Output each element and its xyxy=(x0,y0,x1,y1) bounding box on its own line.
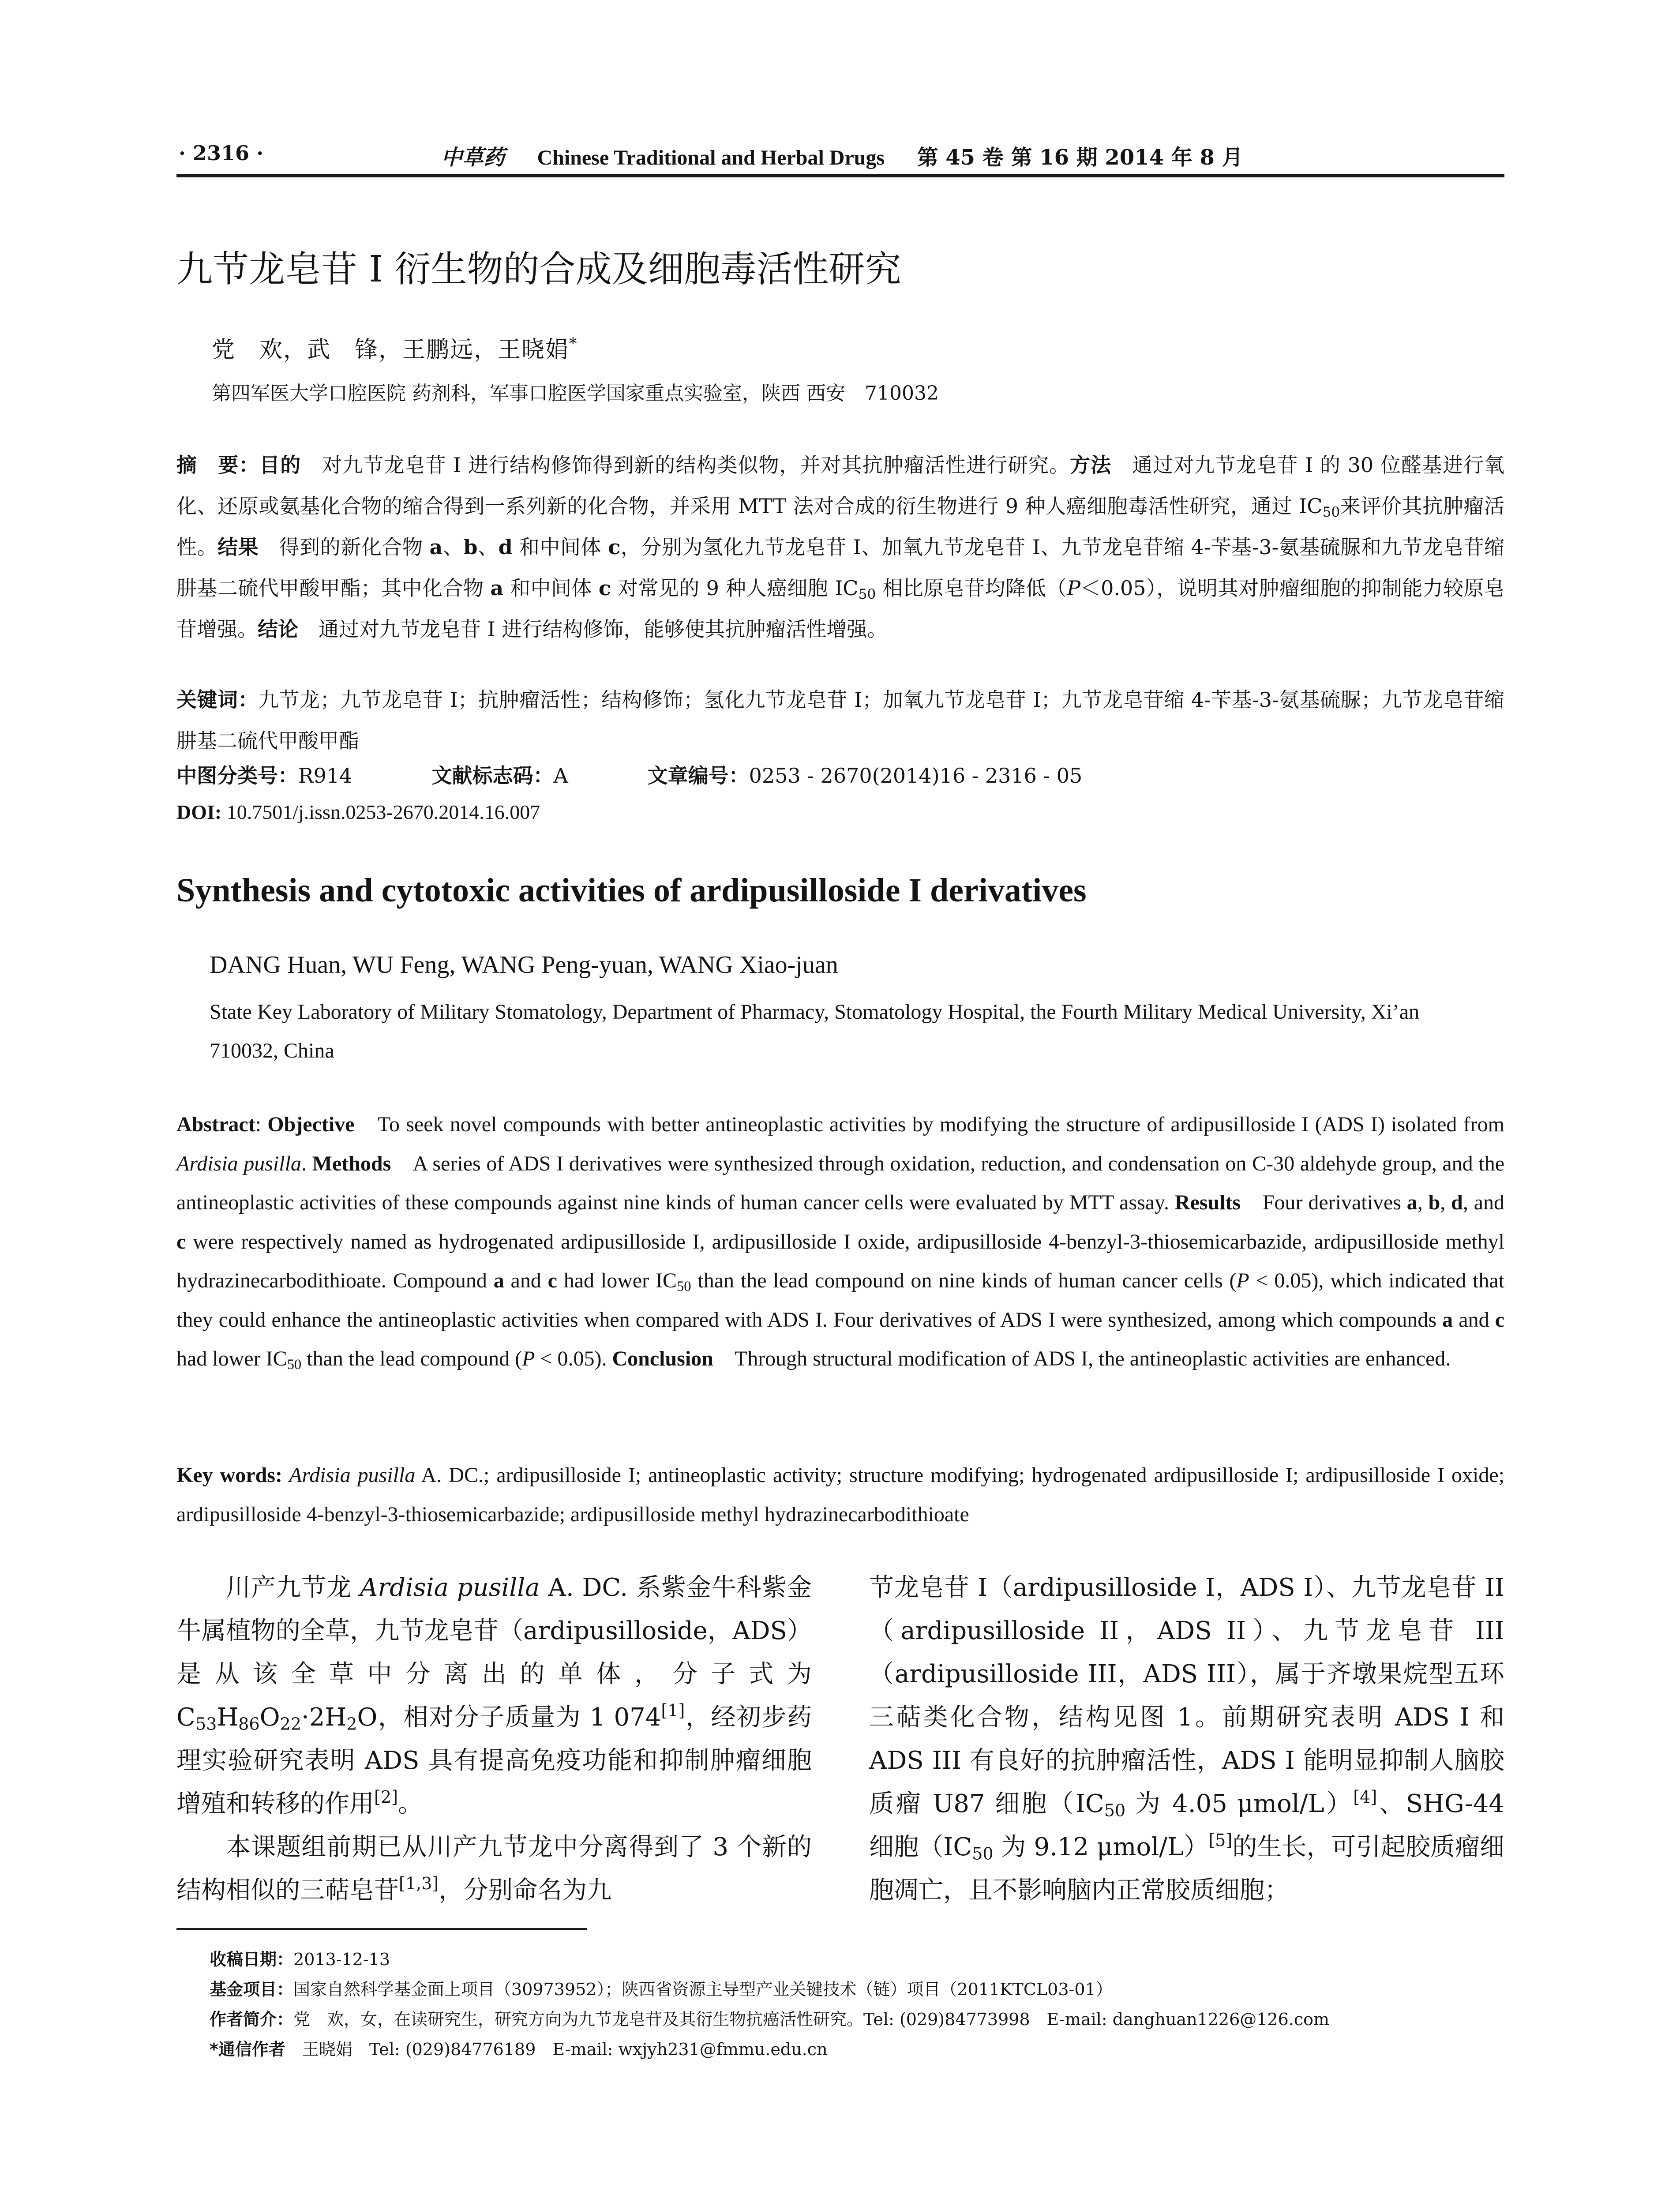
formula-text: O xyxy=(357,1703,378,1732)
cn-affiliation: 第四军医大学口腔医院 药剂科，军事口腔医学国家重点实验室，陕西 西安 710032 xyxy=(212,382,939,405)
cn-results-text: 得到的新化合物 xyxy=(259,535,430,559)
cn-keywords-label: 关键词： xyxy=(176,688,259,712)
cn-authors xyxy=(212,331,578,364)
body-paragraph xyxy=(869,1566,1504,1912)
en-objective-label: Objective xyxy=(267,1113,355,1136)
funding-label: 基金项目： xyxy=(210,1980,294,1999)
cn-author-names: 党 欢，武 锋，王鹏远，王晓娟 xyxy=(212,337,570,363)
clc-value: R914 xyxy=(298,764,352,788)
journal-header xyxy=(441,140,1243,171)
compound-b: b xyxy=(1428,1191,1440,1214)
cn-separator: 、 xyxy=(442,535,464,559)
cn-results-text: 对常见的 9 种人癌细胞 IC xyxy=(611,576,859,600)
article-no-value: 0253 - 2670(2014)16 - 2316 - 05 xyxy=(749,764,1083,788)
en-colon: : xyxy=(255,1113,268,1136)
en-title: Synthesis and cytotoxic activities of ardipusilloside I derivatives xyxy=(176,872,1087,909)
en-abstract xyxy=(176,1105,1504,1379)
en-keywords-text: A. DC.; ardipusilloside I; antineoplastic activity; structure modifying; hydrogenated ardipusilloside I; ardipusilloside I oxide; ardipusilloside 4-benzyl-3-thiosemicarbazide; ardipusilloside methyl hydrazinecarbodithioate xyxy=(176,1463,1505,1526)
cn-methods: 通过对九节龙皂苷 I 的 30 位醛基进行氧化、还原或氨基化合物的缩合得到一系列新的化合物，并采用 MTT 法对合成的衍生物进行 9 种人癌细胞毒活性研究，通过 IC xyxy=(176,453,1505,518)
classification-line xyxy=(176,760,1082,789)
cn-methods-label: 方法 xyxy=(1070,453,1112,477)
formula-sub: 86 xyxy=(238,1714,260,1734)
doi-line xyxy=(176,800,540,824)
en-keywords-label: Key words: xyxy=(176,1463,282,1487)
body-text: ，经初步药理实验研究表明 ADS 具有提高免疫功能和抑制肿瘤细胞增殖和转移的作用 xyxy=(176,1703,812,1818)
body-text: 节龙皂苷 I（ardipusilloside I，ADS I）、九节龙皂苷 II（ardipusilloside II，ADS II）、九节龙皂苷 III（ardipusilloside III，ADS III），属于齐墩果烷型五环三萜类化合物，结构见图 1。前期研究表明 ADS I 和 ADS III 有良好的抗肿瘤活性，ADS I 能明显抑制人脑胶质瘤 U87 细胞（IC xyxy=(869,1573,1504,1818)
compound-c: c xyxy=(608,535,621,559)
en-and: and xyxy=(504,1269,548,1292)
compound-c: c xyxy=(176,1230,186,1253)
body-text: 川产九节龙 xyxy=(226,1573,360,1602)
en-results-text: were respectively named as hydrogenated ardipusilloside I, ardipusilloside I oxide, ardipusilloside 4-benzyl-3-thiosemicarbazide, ardipusilloside methyl hydrazinecarbodithioate. Compound xyxy=(176,1230,1504,1292)
cn-results-text: 相比原皂苷均降低（ xyxy=(876,576,1067,600)
footnote-rule xyxy=(176,1928,587,1930)
formula-sub: 22 xyxy=(280,1714,301,1734)
journal-en-name: Chinese Traditional and Herbal Drugs xyxy=(537,146,885,169)
cn-results-text: 和中间体 xyxy=(503,576,599,600)
species-name: Ardisia pusilla xyxy=(282,1463,416,1487)
page-number: · 2316 · xyxy=(179,141,264,165)
formula-sub: 53 xyxy=(195,1714,217,1734)
clc-label: 中图分类号： xyxy=(176,764,298,788)
compound-d: d xyxy=(1451,1191,1463,1214)
en-ic50-sub: 50 xyxy=(676,1279,691,1295)
cn-keywords-text: 九节龙；九节龙皂苷 I；抗肿瘤活性；结构修饰；氢化九节龙皂苷 I；加氧九节龙皂苷 I；九节龙皂苷缩 4-苄基-3-氨基硫脲；九节龙皂苷缩肼基二硫代甲酸甲酯 xyxy=(176,688,1505,753)
citation[interactable]: [5] xyxy=(1208,1831,1233,1850)
en-results-text: < 0.05), which indicated that they could enhance the antineoplastic activities when compared with ADS I. Four derivatives of ADS I were synthesized, among which compounds xyxy=(176,1269,1504,1332)
cn-results-text: ，分别为氢化九节龙皂苷 I、加氧九节龙皂苷 I、九节龙皂苷缩 4-苄基-3-氨基硫脲和九节龙皂苷缩肼基二硫代甲酸甲酯；其中化合物 xyxy=(176,535,1505,600)
body-text: 本课题组前期已从川产九节龙中分离得到了 3 个新的结构相似的三萜皂苷 xyxy=(176,1833,812,1905)
en-authors: DANG Huan, WU Feng, WANG Peng-yuan, WANG Xiao-juan xyxy=(210,951,838,979)
ic50-sub: 50 xyxy=(972,1844,994,1864)
en-results-text: Four derivatives xyxy=(1241,1191,1407,1214)
en-methods: A series of ADS I derivatives were synthesized through oxidation, reduction, and condensation on C-30 aldehyde group, and the antineoplastic activities of these compounds against nine kinds of human cancer cells were evaluated by MTT assay. xyxy=(176,1152,1505,1214)
cn-keywords xyxy=(176,679,1504,762)
en-keywords xyxy=(176,1456,1504,1534)
en-results-text: than the lead compound ( xyxy=(301,1347,522,1370)
citation[interactable]: [4] xyxy=(1353,1787,1377,1807)
en-results-text: < 0.05). xyxy=(535,1347,612,1370)
body-column-left xyxy=(176,1566,812,1912)
p-symbol: P xyxy=(1067,576,1081,600)
cn-results-text: 和中间体 xyxy=(512,535,608,559)
body-text: A. DC. 系紫金牛科紫金牛属植物的全草，九节龙皂苷（ardipusilloside，ADS）是从该全草中分离出的单体，分子式为 C xyxy=(176,1573,812,1732)
cn-ic50-sub: 50 xyxy=(1322,504,1340,520)
cn-separator: 、 xyxy=(477,535,499,559)
formula-sub: 2 xyxy=(346,1714,357,1734)
article-no-label: 文章编号： xyxy=(647,764,749,788)
citation[interactable]: [1,3] xyxy=(399,1874,439,1894)
en-abstract-label: Abstract xyxy=(176,1113,255,1136)
en-results-text: had lower IC xyxy=(176,1347,287,1370)
species-name: Ardisia pusilla xyxy=(176,1152,301,1175)
author-bio-text: 党 欢，女，在读研究生，研究方向为九节龙皂苷及其衍生物抗癌活性研究。Tel: (029)84773998 E-mail: danghuan1226@126.com xyxy=(293,2010,1330,2029)
corresponding-mark: * xyxy=(569,334,578,353)
en-conclusion-label: Conclusion xyxy=(612,1347,713,1370)
compound-d: d xyxy=(498,535,513,559)
en-and: and xyxy=(1453,1308,1495,1332)
cn-conclusion: 通过对九节龙皂苷 I 进行结构修饰，能够使其抗肿瘤活性增强。 xyxy=(298,617,888,641)
citation[interactable]: [1] xyxy=(661,1701,685,1721)
cn-results-text: ＜0.05），说明其对肿瘤细胞的抑制能力较原皂苷增强。 xyxy=(176,576,1505,641)
p-symbol: P xyxy=(1236,1269,1249,1292)
body-text: 为 4.05 μmol/L） xyxy=(1125,1790,1354,1818)
en-objective-end: . xyxy=(301,1152,312,1175)
en-results-label: Results xyxy=(1174,1191,1241,1214)
cn-abstract-label: 摘 要： xyxy=(176,453,260,477)
en-objective: To seek novel compounds with better antineoplastic activities by modifying the structure of ardipusilloside I (ADS I) isolated from xyxy=(354,1113,1504,1136)
body-text: 的生长，可引起胶质瘤细胞凋亡，且不影响脑内正常胶质细胞； xyxy=(869,1833,1505,1905)
compound-c: c xyxy=(1495,1308,1504,1332)
en-comma: , xyxy=(1440,1191,1451,1214)
en-results-text: than the lead compound on nine kinds of human cancer cells ( xyxy=(691,1269,1237,1292)
funding-text: 国家自然科学基金面上项目（30973952）；陕西省资源主导型产业关键技术（链）项目（2011KTCL03-01） xyxy=(293,1980,1113,1999)
compound-a: a xyxy=(1406,1191,1418,1214)
cn-abstract xyxy=(176,445,1504,650)
en-and: , and xyxy=(1462,1191,1505,1214)
doi-label: DOI: xyxy=(176,801,222,823)
cn-ic50-sub: 50 xyxy=(858,586,876,602)
footnote-received xyxy=(210,1946,390,1970)
species-name: Ardisia pusilla xyxy=(360,1573,540,1602)
footnote-corresponding xyxy=(210,2036,828,2060)
header-rule xyxy=(176,174,1504,177)
cn-title: 九节龙皂苷 I 衍生物的合成及细胞毒活性研究 xyxy=(176,248,901,290)
compound-a: a xyxy=(490,576,504,600)
formula-text: ·2H xyxy=(301,1703,347,1732)
received-label: 收稿日期： xyxy=(210,1950,294,1969)
footnote-author xyxy=(210,2006,1329,2030)
body-text: 为 9.12 μmol/L） xyxy=(993,1833,1209,1861)
compound-a: a xyxy=(1442,1308,1453,1332)
body-text: ，相对分子质量为 1 074 xyxy=(377,1703,661,1732)
body-paragraph xyxy=(176,1566,812,1826)
compound-b: b xyxy=(463,535,478,559)
doi-value[interactable]: 10.7501/j.issn.0253-2670.2014.16.007 xyxy=(221,801,540,823)
corresponding-text: 王晓娟 Tel: (029)84776189 E-mail: wxjyh231@fmmu.edu.cn xyxy=(285,2040,828,2059)
body-text: 、SHG-44 细胞（IC xyxy=(869,1790,1505,1861)
body-text: ，分别命名为九 xyxy=(439,1876,612,1905)
cn-results-label: 结果 xyxy=(218,535,259,559)
compound-a: a xyxy=(493,1269,504,1292)
cn-objective: 对九节龙皂苷 I 进行结构修饰得到新的结构类似物，并对其抗肿瘤活性进行研究。 xyxy=(301,453,1070,477)
formula-text: O xyxy=(259,1703,280,1732)
doccode-label: 文献标志码： xyxy=(431,764,554,788)
en-methods-label: Methods xyxy=(312,1152,391,1175)
compound-c: c xyxy=(598,576,611,600)
en-results-text: had lower IC xyxy=(557,1269,677,1292)
cn-methods-end: 来评价其抗肿瘤活性。 xyxy=(176,494,1505,559)
ic50-sub: 50 xyxy=(1104,1801,1126,1820)
compound-c: c xyxy=(548,1269,557,1292)
body-column-right xyxy=(869,1566,1504,1912)
journal-issue: 第 45 卷 第 16 期 2014 年 8 月 xyxy=(917,145,1243,170)
body-text: 。 xyxy=(398,1790,423,1818)
citation[interactable]: [2] xyxy=(374,1787,398,1807)
formula-text: H xyxy=(217,1703,239,1732)
en-conclusion: Through structural modification of ADS I, the antineoplastic activities are enhanced. xyxy=(713,1347,1451,1370)
compound-a: a xyxy=(429,535,443,559)
en-affiliation: State Key Laboratory of Military Stomatology, Department of Pharmacy, Stomatology Hospital, the Fourth Military Medical University, Xi’an 710032, China xyxy=(210,1000,1420,1062)
footnote-funding xyxy=(210,1976,1113,2000)
body-paragraph xyxy=(176,1826,812,1912)
author-bio-label: 作者简介： xyxy=(210,2010,294,2029)
journal-cn-name: 中草药 xyxy=(441,145,505,170)
en-comma: , xyxy=(1417,1191,1429,1214)
received-date: 2013-12-13 xyxy=(293,1950,390,1969)
p-symbol: P xyxy=(522,1347,535,1370)
corresponding-label: *通信作者 xyxy=(210,2040,285,2059)
en-ic50-sub: 50 xyxy=(287,1357,302,1373)
doccode-value: A xyxy=(553,764,568,788)
cn-objective-label: 目的 xyxy=(259,453,301,477)
cn-conclusion-label: 结论 xyxy=(258,617,298,641)
